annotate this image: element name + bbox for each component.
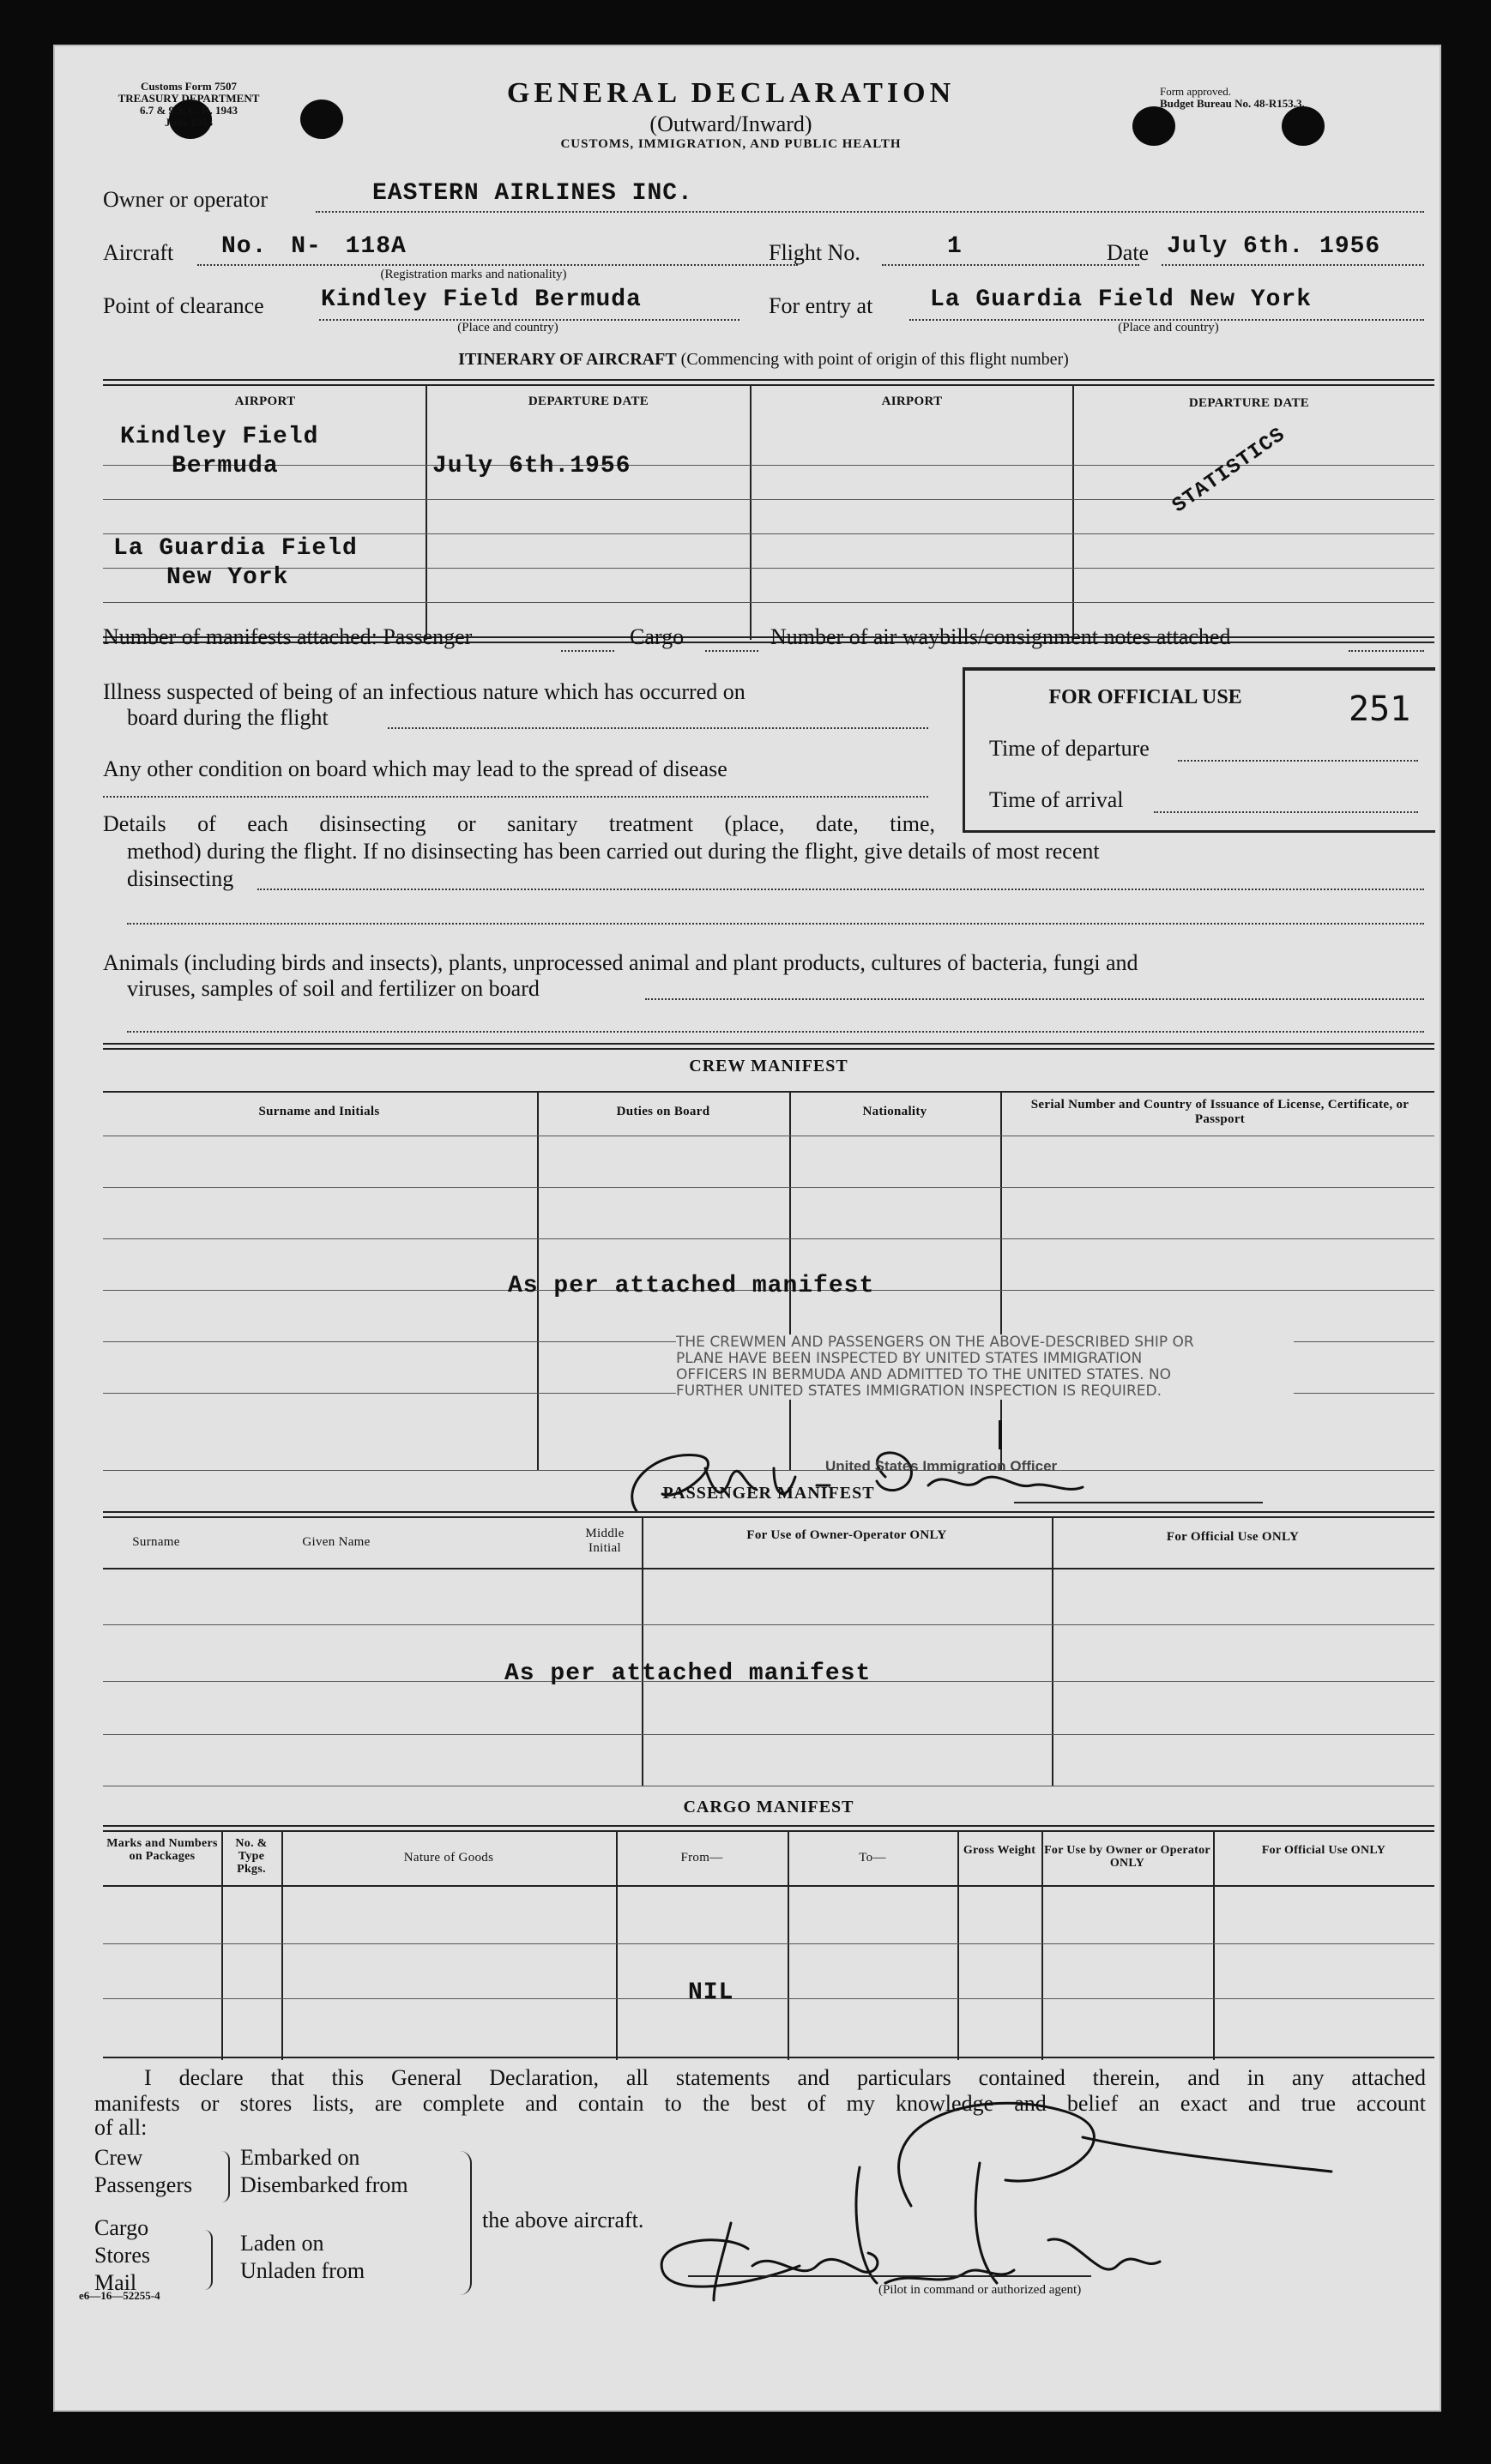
- animals-line-1: Animals (including birds and insects), plants, unprocessed animal and plant products, cultures of bacteria, fungi and: [103, 950, 1138, 975]
- manifests-line: [103, 624, 472, 650]
- itinerary-airport-1a: Kindley Field: [120, 424, 319, 450]
- animals-line-2: viruses, samples of soil and fertilizer on board: [127, 976, 540, 1001]
- cargo-col-goods: Nature of Goods: [403, 1851, 494, 1865]
- signature-mark: [999, 1420, 1002, 1449]
- stores-word: Stores: [94, 2243, 150, 2268]
- cfr-reference: 6.7 & 9.9, C. R. 1943: [139, 104, 238, 117]
- brace: [220, 2151, 230, 2202]
- itinerary-col-date-2: DEPARTURE DATE: [1188, 396, 1310, 410]
- form-date: June 1953: [165, 116, 213, 129]
- cargo-col-weight: Gross Weight: [963, 1844, 1036, 1857]
- punch-hole: [300, 99, 343, 139]
- declaration-group-2-left: [94, 2214, 150, 2297]
- cargo-col-owner-use: For Use by Owner or Operator ONLY: [1044, 1844, 1210, 1870]
- declaration-form: [53, 45, 1441, 2412]
- mail-word: Mail: [94, 2270, 137, 2295]
- immigration-officer-label: United States Immigration Officer: [825, 1458, 1058, 1474]
- official-use-title: FOR OFFICIAL USE: [1048, 686, 1242, 708]
- cargo-col-to: To—: [859, 1851, 886, 1865]
- illness-line-1: Illness suspected of being of an infectious nature which has occurred on: [103, 679, 746, 704]
- date-value: July 6th. 1956: [1167, 233, 1381, 260]
- itinerary-title-note: (Commencing with point of origin of this flight number): [680, 350, 1069, 369]
- embarked-on: Embarked on: [240, 2145, 360, 2170]
- declaration-group-1-mid: [240, 2144, 408, 2199]
- date-label: Date: [1107, 240, 1150, 265]
- itinerary-title: ITINERARY OF AIRCRAFT: [458, 350, 677, 369]
- time-of-departure-label: Time of departure: [989, 736, 1150, 761]
- waybills-label: Number of air waybills/consignment notes attached: [770, 624, 1231, 649]
- stamp-line-3: OFFICERS IN BERMUDA AND ADMITTED TO THE UNITED STATES. NO: [676, 1366, 1172, 1383]
- cargo-col-marks: Marks and Numbers on Packages: [106, 1837, 218, 1863]
- crew-col-serial: Serial Number and Country of Issuance of License, Certificate, or Passport: [1030, 1098, 1410, 1126]
- declaration-line-2: manifests or stores lists, are complete and contain to the best of my knowledge and belief an exact and true account: [94, 2091, 1426, 2116]
- clearance-label: Point of clearance: [103, 293, 264, 318]
- budget-bureau: Budget Bureau No. 48-R153.3.: [1160, 97, 1305, 110]
- declaration-group-1-left: [94, 2144, 192, 2199]
- form-approved: Form approved.: [1160, 85, 1232, 98]
- brace: [202, 2230, 213, 2290]
- entry-note: (Place and country): [1118, 321, 1219, 334]
- stamp-line-1: THE CREWMEN AND PASSENGERS ON THE ABOVE-DESCRIBED SHIP OR: [676, 1334, 1194, 1351]
- disinsect-line-2: method) during the flight. If no disinsecting has been carried out during the flight, give details of most recent: [127, 839, 1100, 864]
- itinerary-col-date-1: DEPARTURE DATE: [528, 395, 649, 408]
- declaration-line-3: of all:: [94, 2115, 148, 2140]
- time-of-arrival-label: Time of arrival: [989, 787, 1124, 812]
- cargo-word: Cargo: [94, 2215, 149, 2240]
- crew-word: Crew: [94, 2145, 143, 2170]
- passenger-col-middle-initial: Middle Initial: [585, 1527, 625, 1555]
- form-number: Customs Form 7507: [141, 80, 237, 93]
- crew-manifest-title: CREW MANIFEST: [689, 1057, 848, 1075]
- itinerary-title-line: [103, 350, 1424, 370]
- big-brace: [460, 2151, 472, 2295]
- statistics-stamp: STATISTICS: [1168, 423, 1290, 519]
- cargo-manifest-title: CARGO MANIFEST: [683, 1798, 854, 1816]
- manifests-passenger-label: Number of manifests attached: Passenger: [103, 624, 473, 649]
- disinsect-line-1: Details of each disinsecting or sanitary treatment (place, date, time,: [103, 811, 935, 836]
- official-number: 251: [1349, 690, 1411, 729]
- itinerary-airport-1b: Bermuda: [172, 453, 279, 479]
- aircraft-value: No. N- 118A: [221, 233, 407, 260]
- declaration-line-1: I declare that this General Declaration, all statements and particulars contained therein, and in any attached: [144, 2065, 1426, 2090]
- itinerary-airport-2a: La Guardia Field: [113, 535, 358, 562]
- owner-label: Owner or operator: [103, 187, 269, 212]
- cargo-col-pkgs: No. & Type Pkgs.: [235, 1837, 268, 1876]
- stamp-line-2: PLANE HAVE BEEN INSPECTED BY UNITED STATES IMMIGRATION: [676, 1350, 1143, 1367]
- itinerary-date-1: July 6th.1956: [432, 453, 631, 479]
- laden-on: Laden on: [240, 2231, 324, 2256]
- flight-label: Flight No.: [769, 240, 860, 265]
- cargo-col-from: From—: [680, 1851, 723, 1865]
- passenger-note: As per attached manifest: [504, 1660, 872, 1687]
- crew-col-duties: Duties on Board: [616, 1105, 710, 1118]
- passengers-word: Passengers: [94, 2172, 193, 2197]
- above-aircraft: the above aircraft.: [482, 2208, 644, 2232]
- flight-value: 1: [947, 233, 963, 260]
- declaration-group-2-mid: [240, 2230, 365, 2285]
- passenger-col-given-name: Given Name: [302, 1535, 371, 1549]
- stamp-line-4: FURTHER UNITED STATES IMMIGRATION INSPECTION IS REQUIRED.: [676, 1383, 1162, 1400]
- passenger-manifest-title: PASSENGER MANIFEST: [662, 1484, 875, 1503]
- pilot-signature: [602, 2086, 1374, 2309]
- punch-hole: [1132, 106, 1175, 146]
- condition-line: Any other condition on board which may lead to the spread of disease: [103, 756, 727, 781]
- approval-block: [1160, 86, 1434, 110]
- disembarked-from: Disembarked from: [240, 2172, 408, 2197]
- illness-line-2: board during the flight: [127, 705, 329, 730]
- passenger-col-surname: Surname: [132, 1535, 180, 1549]
- page-title: GENERAL DECLARATION: [506, 77, 956, 109]
- clearance-note: (Place and country): [457, 321, 558, 334]
- unladen-from: Unladen from: [240, 2258, 365, 2283]
- passenger-col-official-use: For Official Use ONLY: [1166, 1530, 1300, 1544]
- disinsect-line-3: disinsecting: [127, 866, 234, 891]
- pilot-label: (Pilot in command or authorized agent): [878, 2283, 1082, 2297]
- cargo-col-official-use: For Official Use ONLY: [1261, 1844, 1386, 1857]
- page-subtitle: (Outward/Inward): [649, 111, 812, 136]
- owner-value: EASTERN AIRLINES INC.: [372, 180, 693, 207]
- footer-code: e6—16—52255-4: [79, 2289, 160, 2302]
- crew-col-nationality: Nationality: [862, 1105, 927, 1118]
- title-block: [413, 77, 1048, 152]
- aircraft-label: Aircraft: [103, 240, 174, 265]
- clearance-value: Kindley Field Bermuda: [321, 286, 642, 313]
- punch-hole: [1282, 106, 1325, 146]
- itinerary-airport-2b: New York: [166, 564, 289, 591]
- immigration-stamp: [676, 1334, 1294, 1400]
- cargo-note: NIL: [688, 1979, 734, 2006]
- aircraft-note: (Registration marks and nationality): [380, 268, 567, 281]
- crew-note: As per attached manifest: [508, 1273, 875, 1299]
- passenger-col-owner-use: For Use of Owner-Operator ONLY: [746, 1528, 947, 1542]
- manifests-cargo-label: Cargo: [630, 624, 685, 649]
- itinerary-col-airport-2: AIRPORT: [881, 395, 943, 408]
- entry-value: La Guardia Field New York: [930, 286, 1313, 313]
- department: TREASURY DEPARTMENT: [118, 92, 260, 105]
- itinerary-col-airport-1: AIRPORT: [234, 395, 296, 408]
- page-subtitle-2: CUSTOMS, IMMIGRATION, AND PUBLIC HEALTH: [560, 137, 902, 151]
- entry-label: For entry at: [769, 293, 873, 318]
- form-number-block: [94, 81, 283, 129]
- crew-col-surname: Surname and Initials: [258, 1105, 380, 1118]
